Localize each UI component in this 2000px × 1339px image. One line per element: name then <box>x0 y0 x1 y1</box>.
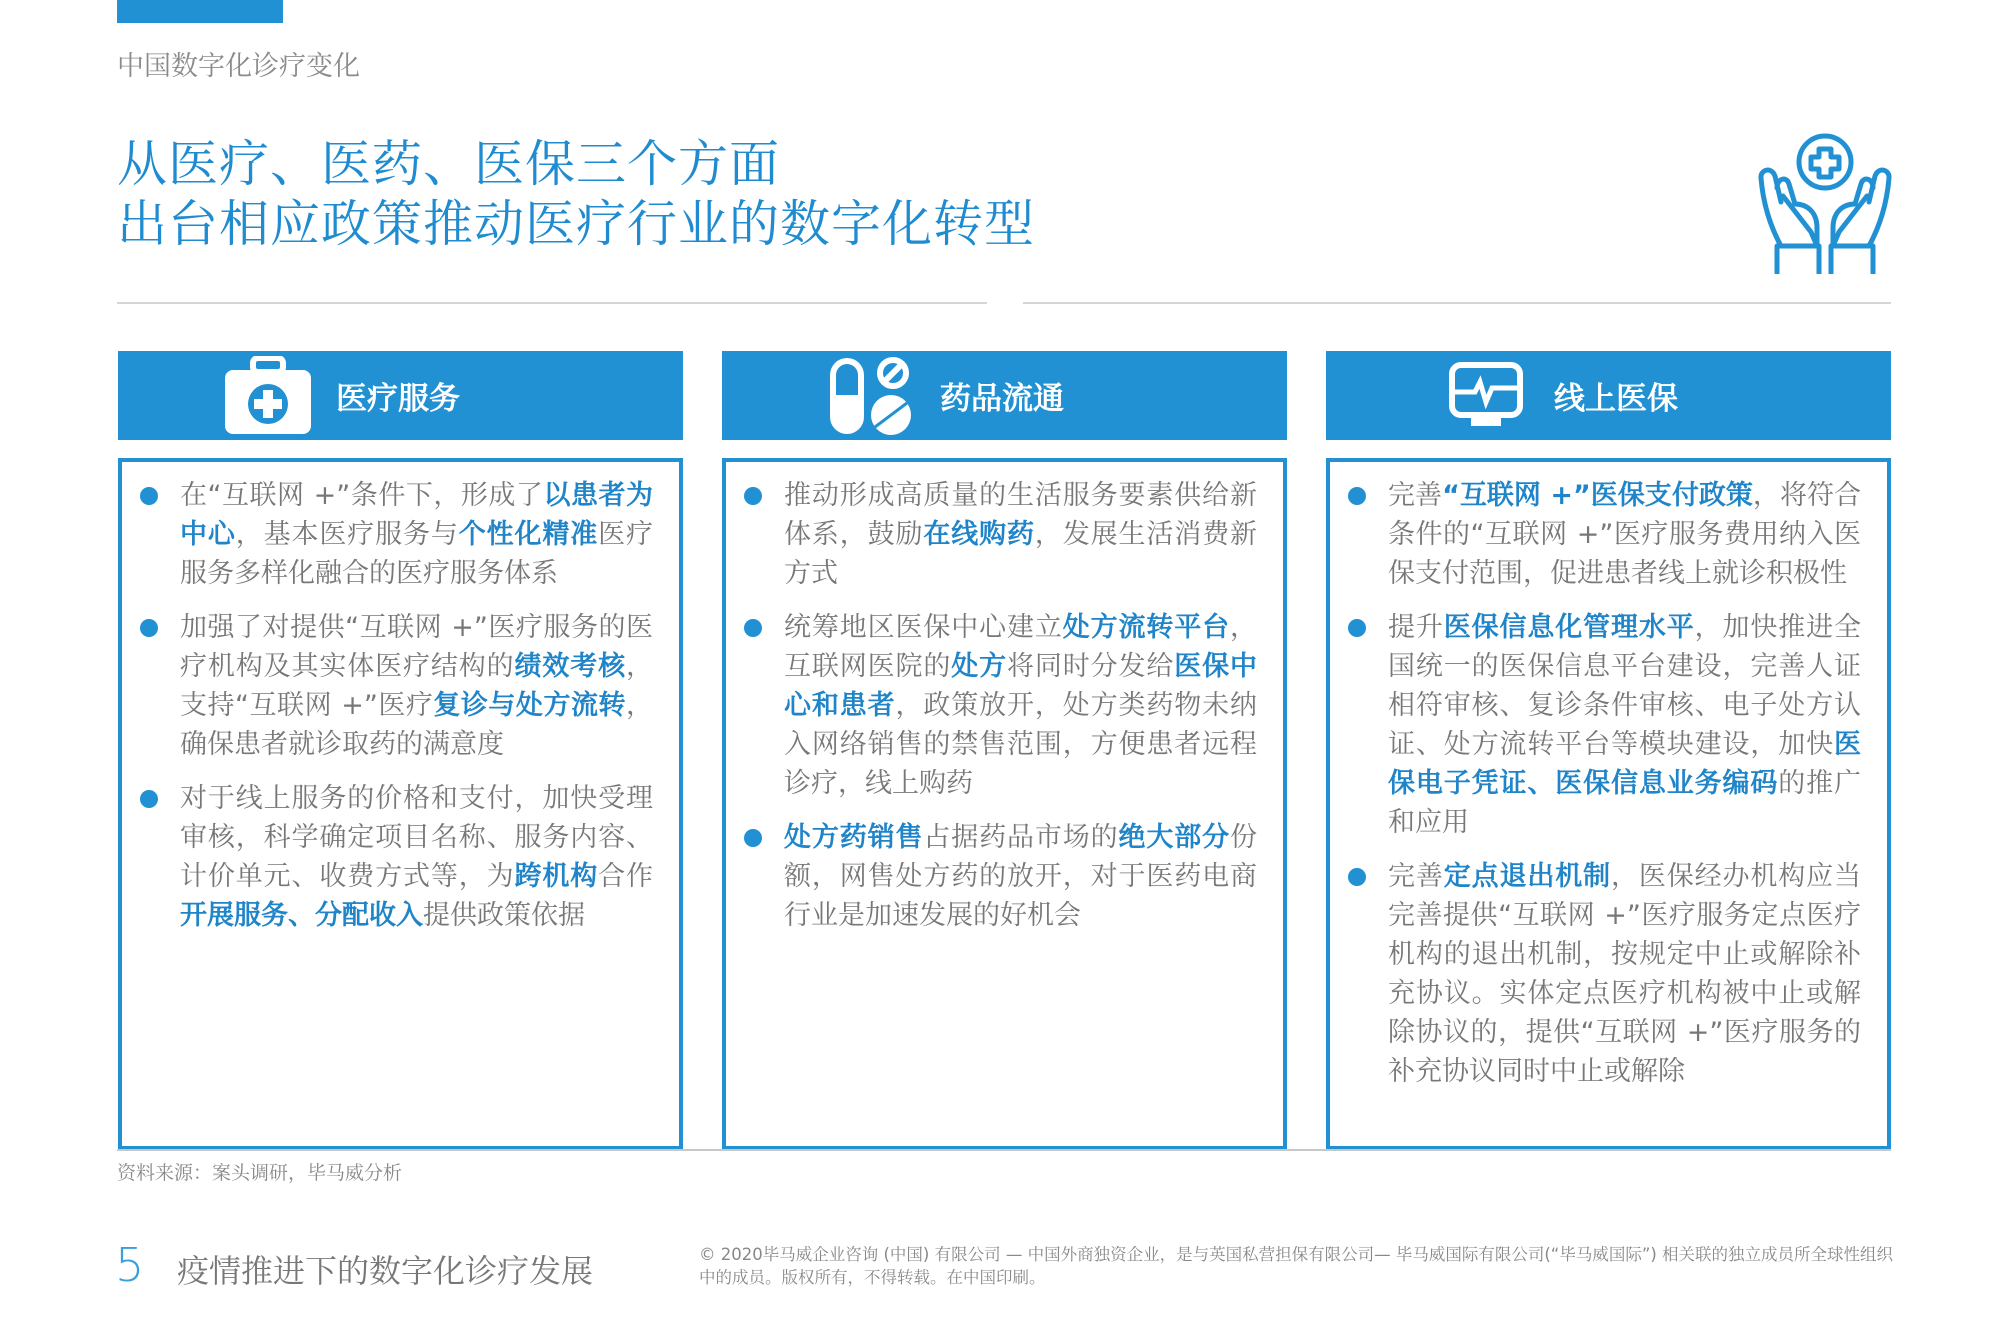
highlighted-text: 医保中心和患者 <box>784 651 1257 721</box>
highlighted-text: 定点退出机制 <box>1443 861 1611 892</box>
body-text: 加强了对提供“互联网 +”医疗服务的医疗机构及其实体医疗结构的 <box>180 612 653 682</box>
highlighted-text: 绝大部分 <box>1118 822 1230 853</box>
card-title: 线上医保 <box>1554 381 1678 417</box>
pills-icon <box>822 356 922 436</box>
highlighted-text: 以患者为中心 <box>180 480 654 550</box>
title-divider-right <box>1023 302 1891 304</box>
body-text: 医疗服务多样化融合的医疗服务体系 <box>180 519 653 589</box>
highlighted-text: 处方药销售 <box>784 822 924 853</box>
card-header <box>722 351 1287 440</box>
footer-divider <box>117 1149 1891 1151</box>
highlighted-text: 复诊与处方流转 <box>433 690 627 721</box>
body-text: 对于线上服务的价格和支付，加快受理审核，科学确定项目名称、服务内容、计价单元、收费方式等，为 <box>180 783 653 892</box>
highlighted-text: 绩效考核 <box>514 651 626 682</box>
highlighted-text: 处方 <box>951 651 1007 682</box>
card-medical-service <box>118 351 683 1150</box>
body-text: 统筹地区医保中心建立 <box>784 612 1063 643</box>
bullet-item <box>784 476 1257 593</box>
body-text: ，政策放开，处方类药物未纳入网络销售的禁售范围，方便患者远程诊疗，线上购药 <box>784 690 1257 799</box>
highlighted-text: 个性化精准 <box>458 519 599 550</box>
source-note: 资料来源：案头调研，毕马威分析 <box>117 1162 403 1184</box>
page-title <box>117 134 1035 254</box>
bullet-item <box>1388 857 1861 1091</box>
card-title: 药品流通 <box>940 381 1064 417</box>
body-text: ，确保患者就诊取药的满意度 <box>180 690 654 760</box>
highlighted-text: 跨机构 <box>514 861 599 892</box>
card-header <box>1326 351 1891 440</box>
body-text: 在“互联网 +”条件下，形成了 <box>180 480 544 511</box>
report-title: 疫情推进下的数字化诊疗发展 <box>177 1252 594 1290</box>
body-text: ，加快推进全国统一的医保信息平台建设，完善人证相符审核、复诊条件审核、电子处方认证、处方流转平台等模块建设，加快 <box>1388 612 1861 760</box>
card-header <box>118 351 683 440</box>
bullet-item <box>1388 608 1861 842</box>
title-divider-left <box>117 302 987 304</box>
body-text: 完善 <box>1388 861 1444 892</box>
body-text: 完善 <box>1388 480 1443 511</box>
card-body <box>118 458 683 1150</box>
body-text: 提升 <box>1388 612 1444 643</box>
medical-kit-icon <box>218 356 318 436</box>
highlighted-text: 在线购药 <box>923 519 1035 550</box>
highlighted-text: “互联网 +”医保支付政策 <box>1442 480 1753 511</box>
body-text: 的推广和应用 <box>1388 768 1861 838</box>
highlighted-text: 处方流转平台 <box>1062 612 1230 643</box>
body-text: 合作 <box>598 861 653 892</box>
bullet-item <box>180 476 653 593</box>
body-text: 将同时分发给 <box>1007 651 1175 682</box>
bullet-item <box>180 608 653 764</box>
body-text: ，医保经办机构应当完善提供“互联网 +”医疗服务定点医疗机构的退出机制，按规定中止或解除补充协议。实体定点医疗机构被中止或解除协议的，提供“互联网 +”医疗服务的补充协议同时中止或解除 <box>1388 861 1861 1087</box>
card-online-insurance <box>1326 351 1891 1150</box>
card-title: 医疗服务 <box>336 381 460 417</box>
copyright-notice: © 2020毕马威企业咨询 (中国) 有限公司 — 中国外商独资企业，是与英国私营担保有限公司— 毕马威国际有限公司(“毕马威国际”) 相关联的独立成员所全球性组织中的成员。版权所有，不得转载。在中国印刷。 <box>699 1245 1894 1287</box>
title-line-1: 从医疗、医药、医保三个方面 <box>117 135 780 193</box>
highlighted-text: 开展服务、分配收入 <box>180 900 423 931</box>
body-text: ，发展生活消费新方式 <box>784 519 1257 589</box>
body-text: ，互联网医院的 <box>784 612 1257 682</box>
bullet-item <box>784 608 1257 803</box>
title-line-2: 出台相应政策推动医疗行业的数字化转型 <box>117 195 1035 253</box>
body-text: ，将符合条件的“互联网 +”医疗服务费用纳入医保支付范围，促进患者线上就诊积极性 <box>1388 480 1862 589</box>
highlighted-text: 医保信息化管理水平 <box>1443 612 1695 643</box>
bullet-item <box>1388 476 1861 593</box>
body-text: ，基本医疗服务与 <box>235 519 459 550</box>
body-text: 提供政策依据 <box>423 900 585 931</box>
hands-medical-cross-icon <box>1755 132 1895 274</box>
bullet-item <box>180 779 653 935</box>
body-text: 推动形成高质量的生活服务要素供给新体系，鼓励 <box>784 480 1257 550</box>
body-text: 份额，网售处方药的放开，对于医药电商行业是加速发展的好机会 <box>784 822 1257 931</box>
page-number: 5 <box>115 1238 145 1292</box>
monitor-heartbeat-icon <box>1436 356 1536 436</box>
highlighted-text: 医保电子凭证、医保信息业务编码 <box>1388 729 1861 799</box>
body-text: 占据药品市场的 <box>923 822 1119 853</box>
card-body <box>722 458 1287 1150</box>
body-text: ，支持“互联网 +”医疗 <box>180 651 653 721</box>
section-label: 中国数字化诊疗变化 <box>117 51 360 82</box>
card-drug-distribution <box>722 351 1287 1150</box>
top-accent-bar <box>117 0 283 23</box>
card-body <box>1326 458 1891 1150</box>
bullet-item <box>784 818 1257 935</box>
